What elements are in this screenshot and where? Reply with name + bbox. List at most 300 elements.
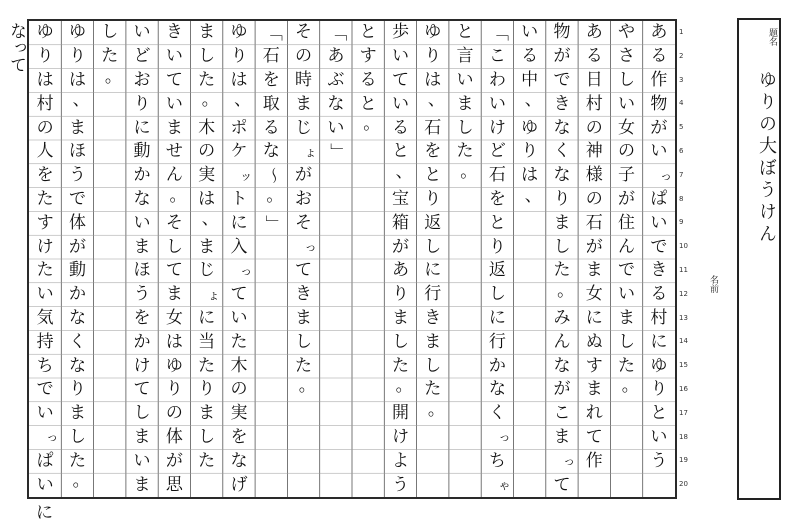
manuscript-char: 実 (198, 165, 216, 186)
manuscript-char: よ (391, 450, 409, 471)
manuscript-char: や (618, 22, 636, 43)
manuscript-char: こ (553, 403, 571, 424)
manuscript-char: 石 (424, 117, 442, 138)
manuscript-column (287, 21, 319, 497)
manuscript-char: た (68, 450, 86, 471)
manuscript-char: り (36, 46, 54, 67)
manuscript-char: の (295, 46, 313, 67)
manuscript-char: げ (230, 474, 248, 495)
manuscript-char: で (68, 188, 86, 209)
manuscript-column (481, 21, 513, 497)
manuscript-char: い (165, 93, 183, 114)
manuscript-char: し (198, 426, 216, 447)
manuscript-char: を (36, 165, 54, 186)
manuscript-char: 。 (557, 280, 575, 301)
manuscript-char: 日 (585, 69, 603, 90)
manuscript-char: け (36, 236, 54, 257)
manuscript-char: い (618, 284, 636, 305)
manuscript-column (352, 21, 384, 497)
manuscript-char: す (36, 212, 54, 233)
manuscript-char: ま (553, 212, 571, 233)
manuscript-char: か (68, 284, 86, 305)
manuscript-char: た (618, 355, 636, 376)
row-number: 4 (679, 99, 684, 108)
manuscript-char: 当 (198, 331, 216, 352)
manuscript-char: 石 (585, 212, 603, 233)
manuscript-char: 物 (553, 22, 571, 43)
manuscript-char: う (133, 284, 151, 305)
manuscript-char: た (36, 260, 54, 281)
manuscript-char: り (68, 379, 86, 400)
manuscript-char: 行 (488, 331, 506, 352)
manuscript-char: じ (295, 117, 313, 138)
manuscript-char: ま (133, 236, 151, 257)
manuscript-char: す (585, 355, 603, 376)
manuscript-char: ま (68, 403, 86, 424)
manuscript-char: 箱 (391, 212, 409, 233)
manuscript-char: る (650, 284, 668, 305)
manuscript-char: な (230, 450, 248, 471)
grid-columns (29, 21, 675, 497)
manuscript-char: そ (295, 22, 313, 43)
manuscript-char: わ (488, 69, 506, 90)
manuscript-char: 村 (36, 93, 54, 114)
manuscript-char: が (68, 236, 86, 257)
manuscript-column (61, 21, 93, 497)
manuscript-char: 行 (424, 284, 442, 305)
manuscript-char: 、 (427, 90, 445, 111)
row-number: 16 (679, 384, 688, 393)
manuscript-char: ま (133, 474, 151, 495)
manuscript-char: 木 (198, 117, 216, 138)
manuscript-char: ま (553, 426, 571, 447)
manuscript-char: た (198, 450, 216, 471)
manuscript-char: に (133, 117, 151, 138)
manuscript-char: け (488, 117, 506, 138)
manuscript-char: し (295, 331, 313, 352)
manuscript-char: と (488, 212, 506, 233)
manuscript-char: ょ (207, 287, 220, 302)
manuscript-char: し (391, 331, 409, 352)
manuscript-char: と (359, 93, 377, 114)
manuscript-char: り (424, 46, 442, 67)
manuscript-char: に (230, 212, 248, 233)
manuscript-char: そ (295, 212, 313, 233)
manuscript-char: 。 (363, 114, 381, 135)
manuscript-char: 時 (295, 69, 313, 90)
manuscript-char: 、 (524, 90, 542, 111)
manuscript-char: い (133, 450, 151, 471)
manuscript-char: し (618, 331, 636, 352)
row-number: 12 (679, 289, 688, 298)
manuscript-char: し (488, 284, 506, 305)
manuscript-char: 歩 (391, 22, 409, 43)
manuscript-char: る (359, 69, 377, 90)
manuscript-char: な (133, 188, 151, 209)
manuscript-char: っ (659, 168, 672, 183)
manuscript-char: ゆ (36, 22, 54, 43)
manuscript-char: っ (46, 430, 59, 445)
manuscript-char: は (36, 69, 54, 90)
manuscript-char: る (262, 117, 280, 138)
manuscript-char: は (424, 69, 442, 90)
manuscript-char: に (650, 331, 668, 352)
manuscript-char: い (618, 93, 636, 114)
manuscript-char: 持 (36, 331, 54, 352)
manuscript-char: し (101, 22, 119, 43)
manuscript-char: し (133, 403, 151, 424)
manuscript-char: り (198, 379, 216, 400)
manuscript-char: い (650, 426, 668, 447)
row-number: 14 (679, 337, 688, 346)
manuscript-column (417, 21, 449, 497)
manuscript-char: ぬ (585, 331, 603, 352)
manuscript-char: く (488, 403, 506, 424)
manuscript-char: し (68, 426, 86, 447)
manuscript-char: 取 (262, 93, 280, 114)
manuscript-char: 。 (395, 376, 413, 396)
manuscript-char: ゆ (68, 22, 86, 43)
manuscript-char: し (424, 355, 442, 376)
manuscript-char: た (101, 46, 119, 67)
manuscript-char: た (36, 188, 54, 209)
manuscript-char: 。 (266, 185, 284, 206)
manuscript-char: う (391, 474, 409, 495)
manuscript-char: 開 (391, 403, 409, 424)
manuscript-char: く (68, 331, 86, 352)
manuscript-char: 中 (521, 69, 539, 90)
manuscript-char: 住 (618, 212, 636, 233)
manuscript-char: 村 (585, 93, 603, 114)
row-number: 17 (679, 408, 688, 417)
manuscript-column (320, 21, 352, 497)
manuscript-char: ま (165, 117, 183, 138)
manuscript-column (578, 21, 610, 497)
manuscript-char: 木 (230, 355, 248, 376)
manuscript-char: 女 (618, 117, 636, 138)
manuscript-char: は (68, 69, 86, 90)
row-number: 19 (679, 456, 688, 465)
manuscript-char: ポ (230, 117, 248, 138)
margin-text-bottom: に (36, 503, 53, 523)
manuscript-char: を (488, 188, 506, 209)
manuscript-char: を (424, 141, 442, 162)
manuscript-char: は (165, 331, 183, 352)
title-label: 題名 (767, 28, 777, 46)
manuscript-char: い (650, 212, 668, 233)
manuscript-char: 。 (104, 66, 122, 87)
manuscript-char: す (359, 46, 377, 67)
manuscript-char: た (198, 69, 216, 90)
manuscript-char: 気 (36, 307, 54, 328)
manuscript-char: っ (498, 430, 511, 445)
manuscript-char: 人 (36, 141, 54, 162)
manuscript-char: 」 (326, 143, 347, 161)
manuscript-char: 神 (585, 141, 603, 162)
manuscript-char: 、 (201, 209, 219, 230)
manuscript-char: て (585, 426, 603, 447)
manuscript-char: た (295, 355, 313, 376)
manuscript-char: の (36, 117, 54, 138)
manuscript-char: あ (391, 260, 409, 281)
row-number: 7 (679, 170, 684, 179)
manuscript-char: の (585, 117, 603, 138)
row-number: 3 (679, 75, 684, 84)
manuscript-char: 、 (234, 90, 252, 111)
manuscript-char: ん (618, 236, 636, 257)
manuscript-char: た (553, 260, 571, 281)
manuscript-char: 、 (395, 161, 413, 182)
manuscript-char: な (553, 355, 571, 376)
manuscript-char: 女 (585, 284, 603, 305)
manuscript-char: ょ (304, 144, 317, 159)
manuscript-char: か (488, 355, 506, 376)
manuscript-char: な (553, 117, 571, 138)
manuscript-char: い (36, 474, 54, 495)
manuscript-char: た (424, 379, 442, 400)
manuscript-column (514, 21, 546, 497)
manuscript-char: 返 (424, 212, 442, 233)
manuscript-char: り (391, 284, 409, 305)
manuscript-char: が (650, 117, 668, 138)
manuscript-char: の (198, 141, 216, 162)
manuscript-char: の (230, 379, 248, 400)
name-label: 名前 (708, 275, 718, 293)
manuscript-char: っ (240, 263, 253, 278)
manuscript-char: で (553, 69, 571, 90)
manuscript-char: ま (456, 93, 474, 114)
manuscript-char: 石 (262, 46, 280, 67)
manuscript-char: に (198, 307, 216, 328)
manuscript-char: ま (198, 403, 216, 424)
manuscript-char: り (650, 379, 668, 400)
manuscript-char: 実 (230, 403, 248, 424)
manuscript-char: か (133, 165, 151, 186)
manuscript-char: み (553, 307, 571, 328)
manuscript-char: 「 (261, 24, 282, 42)
manuscript-char: る (585, 46, 603, 67)
manuscript-char: こ (488, 46, 506, 67)
manuscript-char: き (295, 284, 313, 305)
manuscript-char: に (488, 307, 506, 328)
manuscript-char: た (456, 141, 474, 162)
manuscript-char: ゆ (521, 117, 539, 138)
row-number: 20 (679, 480, 688, 489)
manuscript-char: る (391, 117, 409, 138)
manuscript-char: 村 (650, 307, 668, 328)
manuscript-char: し (165, 236, 183, 257)
manuscript-char: い (521, 22, 539, 43)
manuscript-char: て (230, 284, 248, 305)
manuscript-column (643, 21, 675, 497)
manuscript-char: て (133, 379, 151, 400)
manuscript-char: り (68, 46, 86, 67)
manuscript-char: ま (133, 426, 151, 447)
manuscript-column (191, 21, 223, 497)
manuscript-char: た (230, 331, 248, 352)
manuscript-char: 、 (72, 90, 90, 111)
manuscript-char: い (456, 69, 474, 90)
manuscript-char: ど (133, 46, 151, 67)
row-number: 6 (679, 146, 684, 155)
manuscript-char: し (198, 46, 216, 67)
manuscript-char: お (295, 188, 313, 209)
manuscript-char: い (391, 46, 409, 67)
row-number: 18 (679, 432, 688, 441)
manuscript-char: を (262, 69, 280, 90)
manuscript-char: う (650, 450, 668, 471)
manuscript-char: ち (488, 450, 506, 471)
manuscript-char: の (585, 188, 603, 209)
manuscript-char: 返 (488, 260, 506, 281)
manuscript-char: 物 (650, 93, 668, 114)
manuscript-char: さ (618, 46, 636, 67)
manuscript-char: が (585, 236, 603, 257)
manuscript-char: ゆ (165, 355, 183, 376)
manuscript-char: り (553, 188, 571, 209)
manuscript-char: い (327, 117, 345, 138)
manuscript-char: と (456, 22, 474, 43)
manuscript-char: あ (650, 22, 668, 43)
manuscript-char: 。 (298, 376, 316, 396)
manuscript-char: が (618, 188, 636, 209)
manuscript-char: ん (553, 331, 571, 352)
manuscript-char: た (391, 355, 409, 376)
manuscript-char: ま (585, 379, 603, 400)
manuscript-char: ど (488, 141, 506, 162)
manuscript-char: て (391, 69, 409, 90)
manuscript-char: と (391, 141, 409, 162)
manuscript-char: 。 (201, 90, 219, 111)
manuscript-char: り (230, 46, 248, 67)
manuscript-char: ま (68, 117, 86, 138)
manuscript-char: 動 (133, 141, 151, 162)
manuscript-char: が (553, 379, 571, 400)
manuscript-char: 作 (650, 69, 668, 90)
manuscript-char: れ (585, 403, 603, 424)
manuscript-char: は (521, 165, 539, 186)
manuscript-char: あ (585, 22, 603, 43)
manuscript-char: ま (295, 307, 313, 328)
manuscript-char: に (585, 307, 603, 328)
manuscript-char: を (230, 426, 248, 447)
manuscript-char: と (424, 165, 442, 186)
manuscript-char: が (295, 165, 313, 186)
manuscript-char: し (424, 236, 442, 257)
manuscript-char: の (165, 403, 183, 424)
manuscript-char: る (521, 46, 539, 67)
manuscript-char: と (359, 22, 377, 43)
manuscript-char: あ (327, 46, 345, 67)
manuscript-char: 宝 (391, 188, 409, 209)
row-number-strip (679, 19, 693, 499)
row-number: 5 (679, 123, 684, 132)
manuscript-char: 「 (487, 24, 508, 42)
manuscript-char: な (262, 141, 280, 162)
manuscript-char: を (133, 307, 151, 328)
manuscript-char: い (650, 141, 668, 162)
manuscript-char: い (488, 93, 506, 114)
manuscript-char: ト (230, 188, 248, 209)
manuscript-char: た (198, 355, 216, 376)
manuscript-char: 、 (524, 185, 542, 206)
manuscript-char: 」 (261, 214, 282, 232)
manuscript-char: い (165, 46, 183, 67)
manuscript-char: て (295, 260, 313, 281)
row-number: 15 (679, 361, 688, 370)
title-box (737, 18, 781, 500)
manuscript-char: か (133, 331, 151, 352)
manuscript-char: と (650, 403, 668, 424)
manuscript-char: 。 (427, 399, 445, 420)
row-number: 2 (679, 51, 684, 60)
manuscript-char: で (618, 260, 636, 281)
manuscript-char: で (650, 236, 668, 257)
manuscript-char: で (36, 379, 54, 400)
manuscript-char: 子 (618, 165, 636, 186)
manuscript-char: が (165, 450, 183, 471)
manuscript-char: 作 (585, 450, 603, 471)
manuscript-char: な (327, 93, 345, 114)
manuscript-char: り (133, 93, 151, 114)
manuscript-char: 言 (456, 46, 474, 67)
manuscript-char: う (68, 165, 86, 186)
manuscript-char: 動 (68, 260, 86, 281)
row-number: 8 (679, 194, 684, 203)
story-title: ゆりの大ぼうけん (756, 70, 777, 246)
manuscript-char: り (521, 141, 539, 162)
manuscript-char: い (133, 212, 151, 233)
manuscript-char: の (618, 141, 636, 162)
manuscript-char: て (165, 69, 183, 90)
manuscript-char: ま (198, 236, 216, 257)
manuscript-char: い (391, 93, 409, 114)
manuscript-char: て (165, 260, 183, 281)
manuscript-char: し (553, 236, 571, 257)
manuscript-char: け (391, 426, 409, 447)
manuscript-char: 。 (169, 185, 187, 206)
manuscript-char: ち (36, 355, 54, 376)
manuscript-column (94, 21, 126, 497)
manuscript-char: は (230, 69, 248, 90)
manuscript-char: 女 (165, 307, 183, 328)
manuscript-char: ッ (240, 168, 253, 183)
manuscript-char: そ (165, 212, 183, 233)
manuscript-char: 石 (488, 165, 506, 186)
row-number: 9 (679, 218, 684, 227)
manuscript-char: っ (304, 240, 317, 255)
manuscript-char: い (230, 307, 248, 328)
manuscript-char: せ (165, 141, 183, 162)
manuscript-column (255, 21, 287, 497)
manuscript-char: ま (165, 284, 183, 305)
manuscript-char: ま (618, 307, 636, 328)
manuscript-column (158, 21, 190, 497)
manuscript-char: ゆ (650, 355, 668, 376)
manuscript-column (223, 21, 255, 497)
manuscript-char: ぶ (327, 69, 345, 90)
manuscript-char: し (618, 69, 636, 90)
manuscript-char: ま (585, 260, 603, 281)
manuscript-char: き (424, 307, 442, 328)
row-number: 1 (679, 27, 684, 36)
manuscript-char: 「 (326, 24, 347, 42)
manuscript-char: 入 (230, 236, 248, 257)
manuscript-char: が (553, 46, 571, 67)
manuscript-column (546, 21, 578, 497)
manuscript-char: は (198, 188, 216, 209)
manuscript-char: ゃ (498, 478, 511, 493)
